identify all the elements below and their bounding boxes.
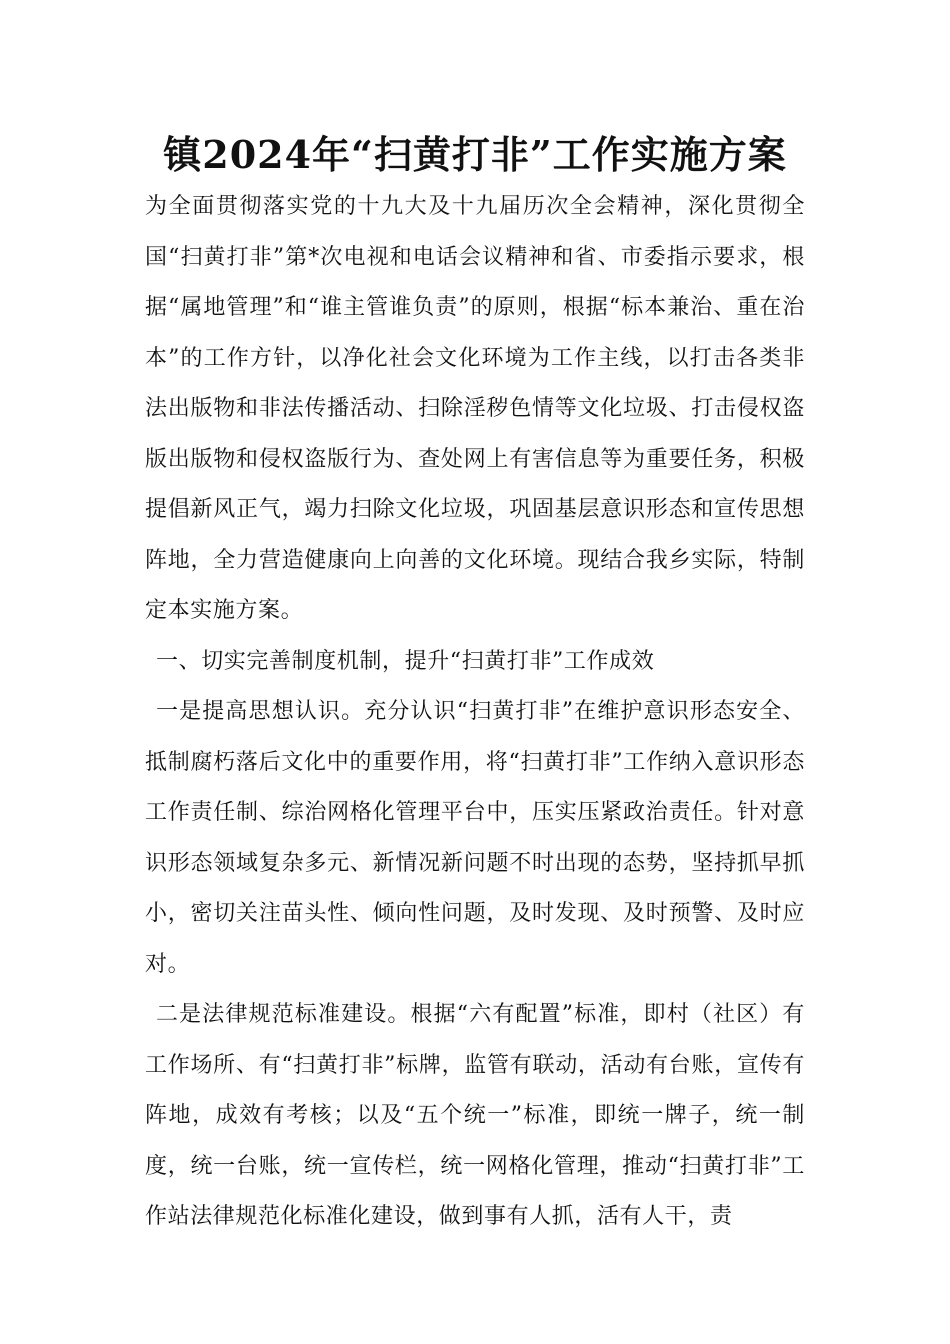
paragraph-item-1: 一是提高思想认识。充分认识“扫黄打非”在维护意识形态安全、抵制腐朽落后文化中的重要作用，将“扫黄打非”工作纳入意识形态工作责任制、综治网格化管理平台中，压实压紧政治责任。针对意识形态领域复杂多元、新情况新问题不时出现的态势，坚持抓早抓小，密切关注苗头性、倾向性问题，及时发现、及时预警、及时应对。 [145,699,805,977]
document-title: 镇2024年“扫黄打非”工作实施方案 [163,132,787,177]
section-heading-1: 一、切实完善制度机制，提升“扫黄打非”工作成效 [156,648,655,674]
document-body [145,182,805,1243]
paragraph-item-2: 二是法律规范标准建设。根据“六有配置”标准，即村（社区）有工作场所、有“扫黄打非”标牌，监管有联动，活动有台账，宣传有阵地，成效有考核；以及“五个统一”标准，即统一牌子，统一制度，统一台账，统一宣传栏，统一网格化管理，推动“扫黄打非”工作站法律规范化标准化建设，做到事有人抓，活有人干，责 [145,1002,805,1229]
paragraph-intro: 为全面贯彻落实党的十九大及十九届历次全会精神，深化贯彻全国“扫黄打非”第*次电视和电话会议精神和省、市委指示要求，根据“属地管理”和“谁主管谁负责”的原则，根据“标本兼治、重在治本”的工作方针，以净化社会文化环境为工作主线，以打击各类非法出版物和非法传播活动、扫除淫秽色情等文化垃圾、打击侵权盗版出版物和侵权盗版行为、查处网上有害信息等为重要任务，积极提倡新风正气，竭力扫除文化垃圾，巩固基层意识形态和宣传思想阵地，全力营造健康向上向善的文化环境。现结合我乡实际，特制定本实施方案。 [145,194,805,623]
